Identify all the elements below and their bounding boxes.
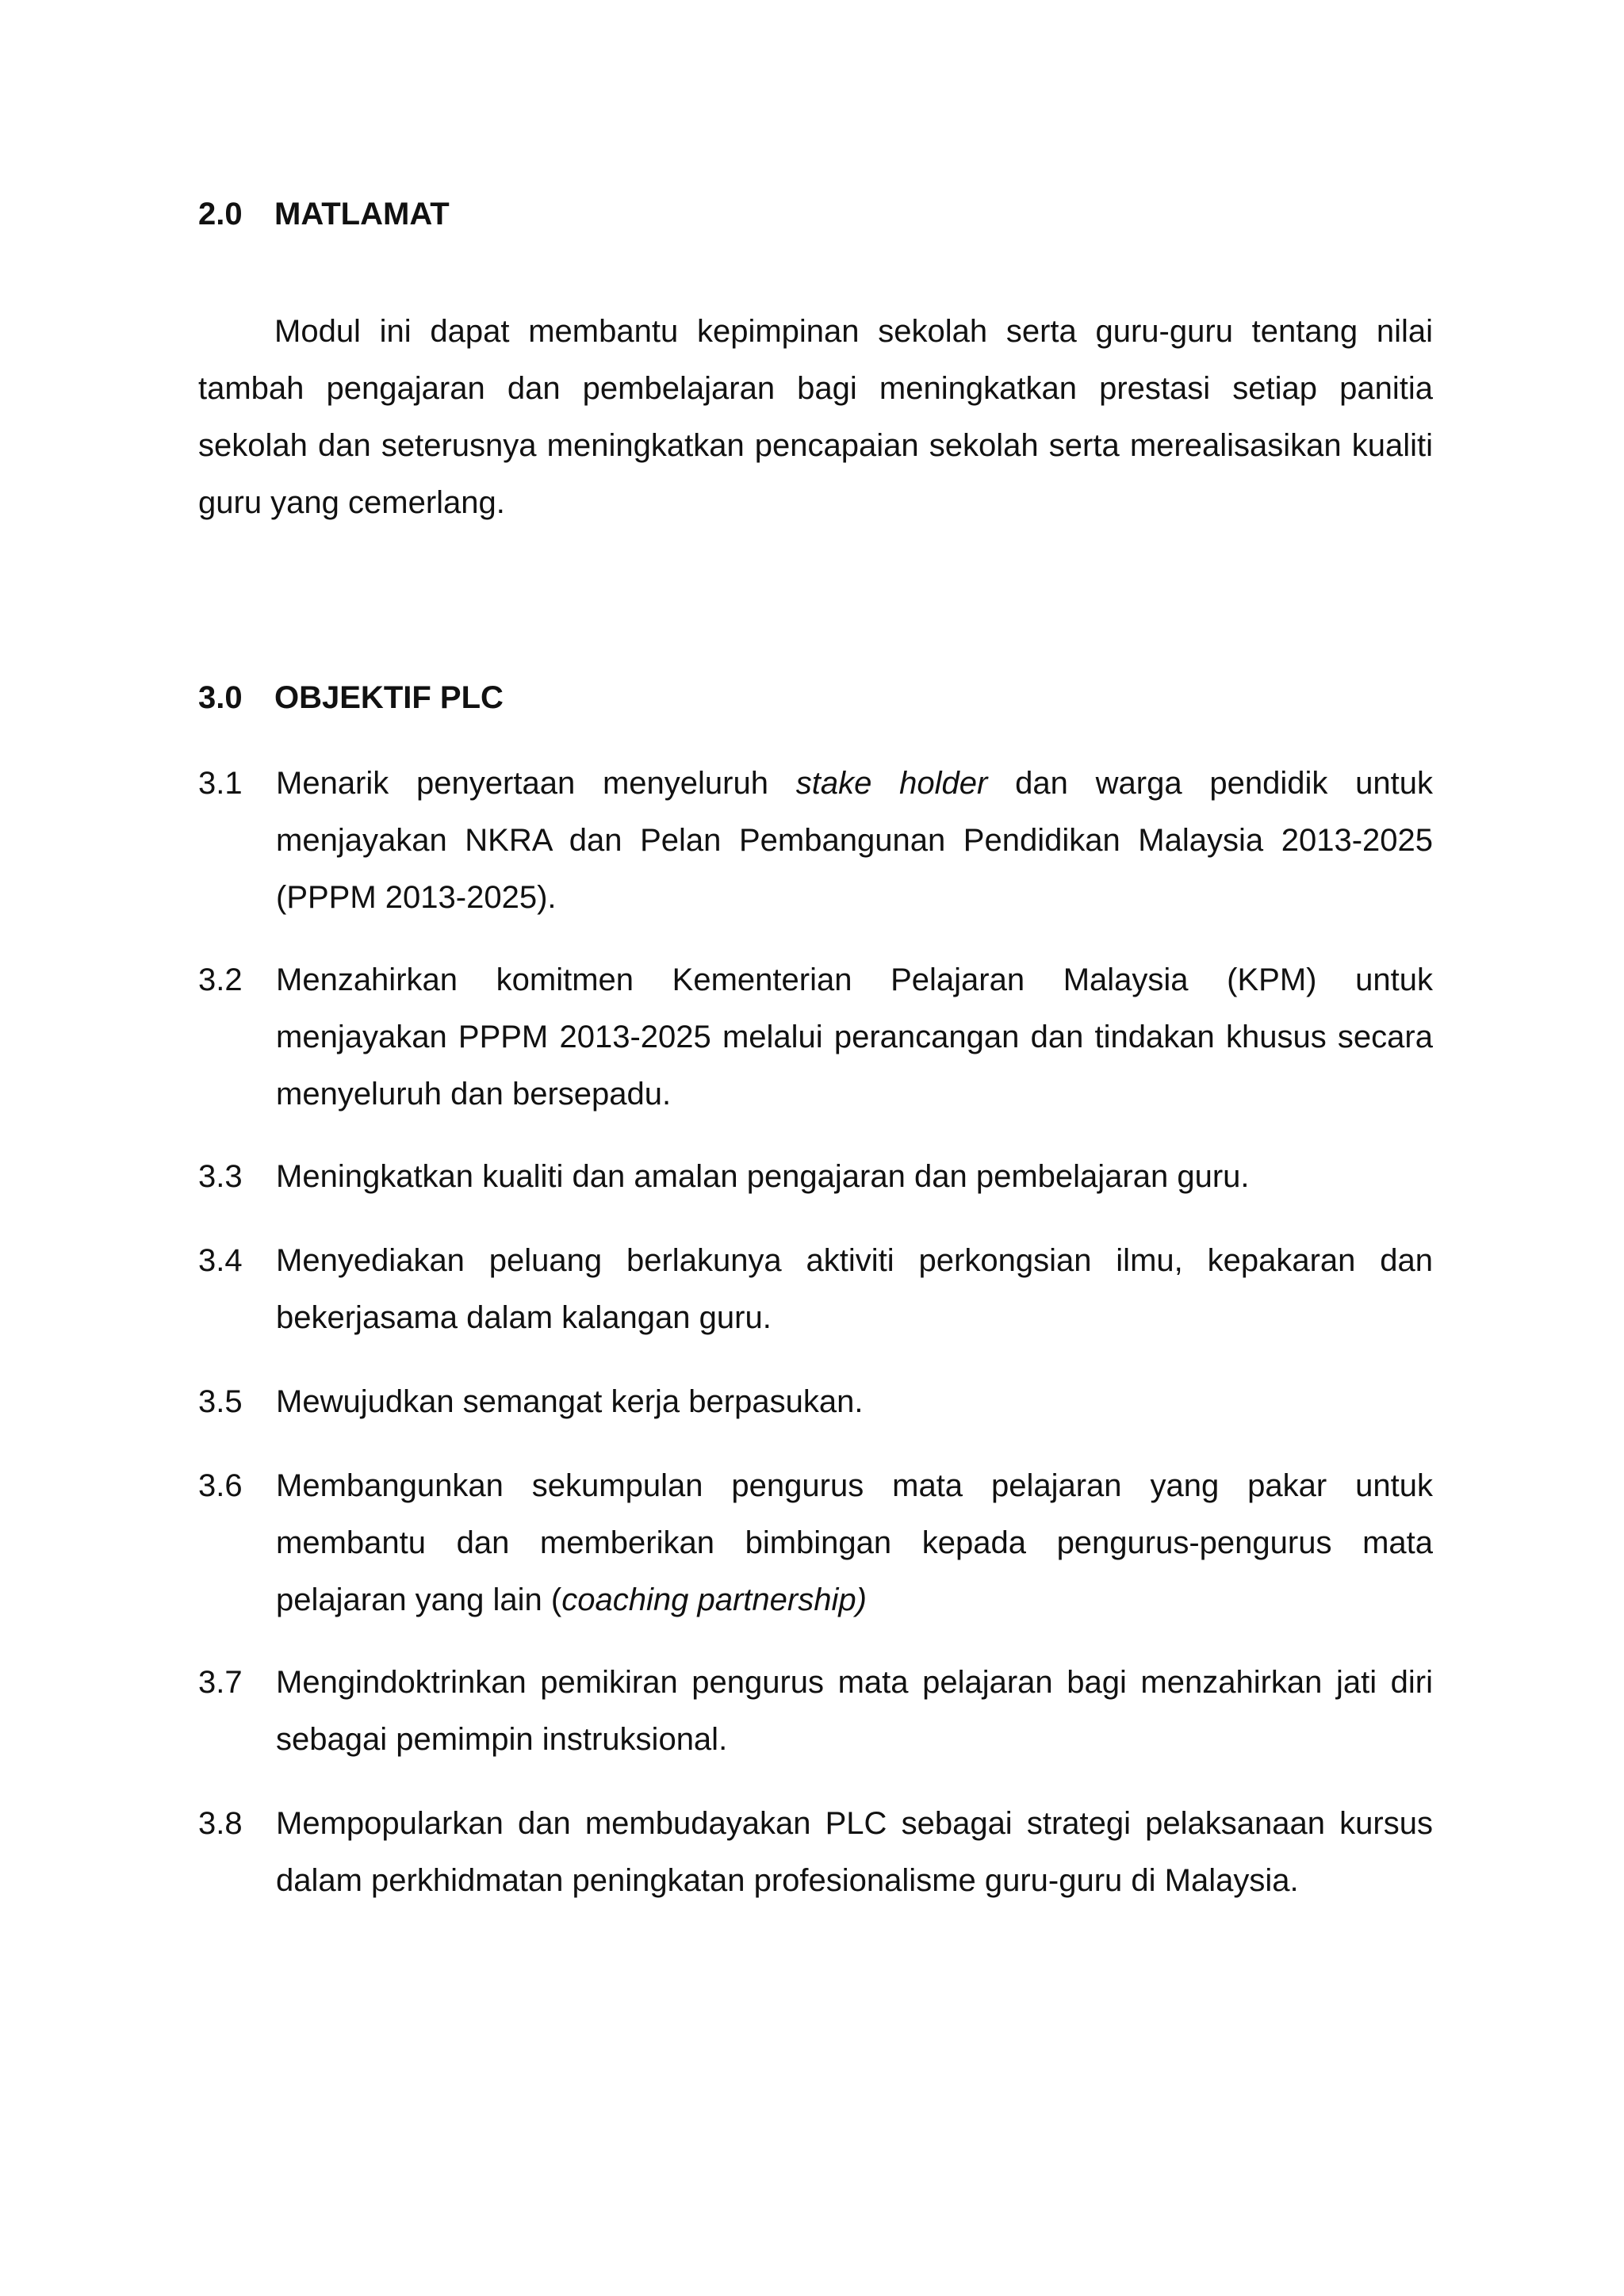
objective-number: 3.7 [198,1665,243,1700]
objective-item-3-7 [198,1654,1433,1768]
objective-text: Menyediakan peluang berlakunya aktiviti perkongsian ilmu, kepakaran dan bekerjasama dalam kalangan guru. [276,1243,1433,1335]
objective-text: Menzahirkan komitmen Kementerian Pelajaran Malaysia (KPM) untuk menjayakan PPPM 2013-2025 melalui perancangan dan tindakan khusus secara menyeluruh dan bersepadu. [276,962,1433,1112]
matlamat-paragraph: Modul ini dapat membantu kepimpinan sekolah serta guru-guru tentang nilai tambah pengajaran dan pembelajaran bagi meningkatkan prestasi setiap panitia sekolah dan seterusnya meningkatkan pencapaian sekolah serta merealisasikan kualiti guru yang cemerlang. [198,314,1433,520]
section-heading-objektif [198,679,504,717]
objective-number: 3.6 [198,1468,243,1503]
section-heading-matlamat [198,195,450,233]
objective-number: 3.8 [198,1806,243,1841]
objective-text: Mengindoktrinkan pemikiran pengurus mata pelajaran bagi menzahirkan jati diri sebagai pemimpin instruksional. [276,1665,1433,1757]
objective-number: 3.3 [198,1159,243,1194]
section-title: OBJEKTIF PLC [274,680,504,715]
objective-text: Meningkatkan kualiti dan amalan pengajaran dan pembelajaran guru. [276,1159,1250,1194]
objective-text: Menarik penyertaan menyeluruh stake holder dan warga pendidik untuk menjayakan NKRA dan Pelan Pembangunan Pendidikan Malaysia 2013-2025 (PPPM 2013-2025). [276,766,1433,915]
objective-item-3-5 [198,1373,1433,1430]
section-number: 2.0 [198,197,243,232]
objective-item-3-3 [198,1148,1433,1205]
objective-item-3-8 [198,1795,1433,1909]
objective-number: 3.2 [198,962,243,997]
objective-text: Mempopularkan dan membudayakan PLC sebagai strategi pelaksanaan kursus dalam perkhidmatan peningkatan profesionalisme guru-guru di Malaysia. [276,1806,1433,1898]
objective-item-3-4 [198,1232,1433,1346]
section-title: MATLAMAT [274,197,450,232]
objective-number: 3.4 [198,1243,243,1278]
objective-number: 3.1 [198,766,243,801]
objective-item-3-6 [198,1457,1433,1628]
objective-text: Mewujudkan semangat kerja berpasukan. [276,1384,864,1419]
objective-item-3-1 [198,755,1433,926]
objective-number: 3.5 [198,1384,243,1419]
objective-item-3-2 [198,951,1433,1123]
objective-text: Membangunkan sekumpulan pengurus mata pelajaran yang pakar untuk membantu dan memberikan bimbingan kepada pengurus-pengurus mata pelajaran yang lain (coaching partnership) [276,1468,1433,1617]
section-number: 3.0 [198,680,243,715]
